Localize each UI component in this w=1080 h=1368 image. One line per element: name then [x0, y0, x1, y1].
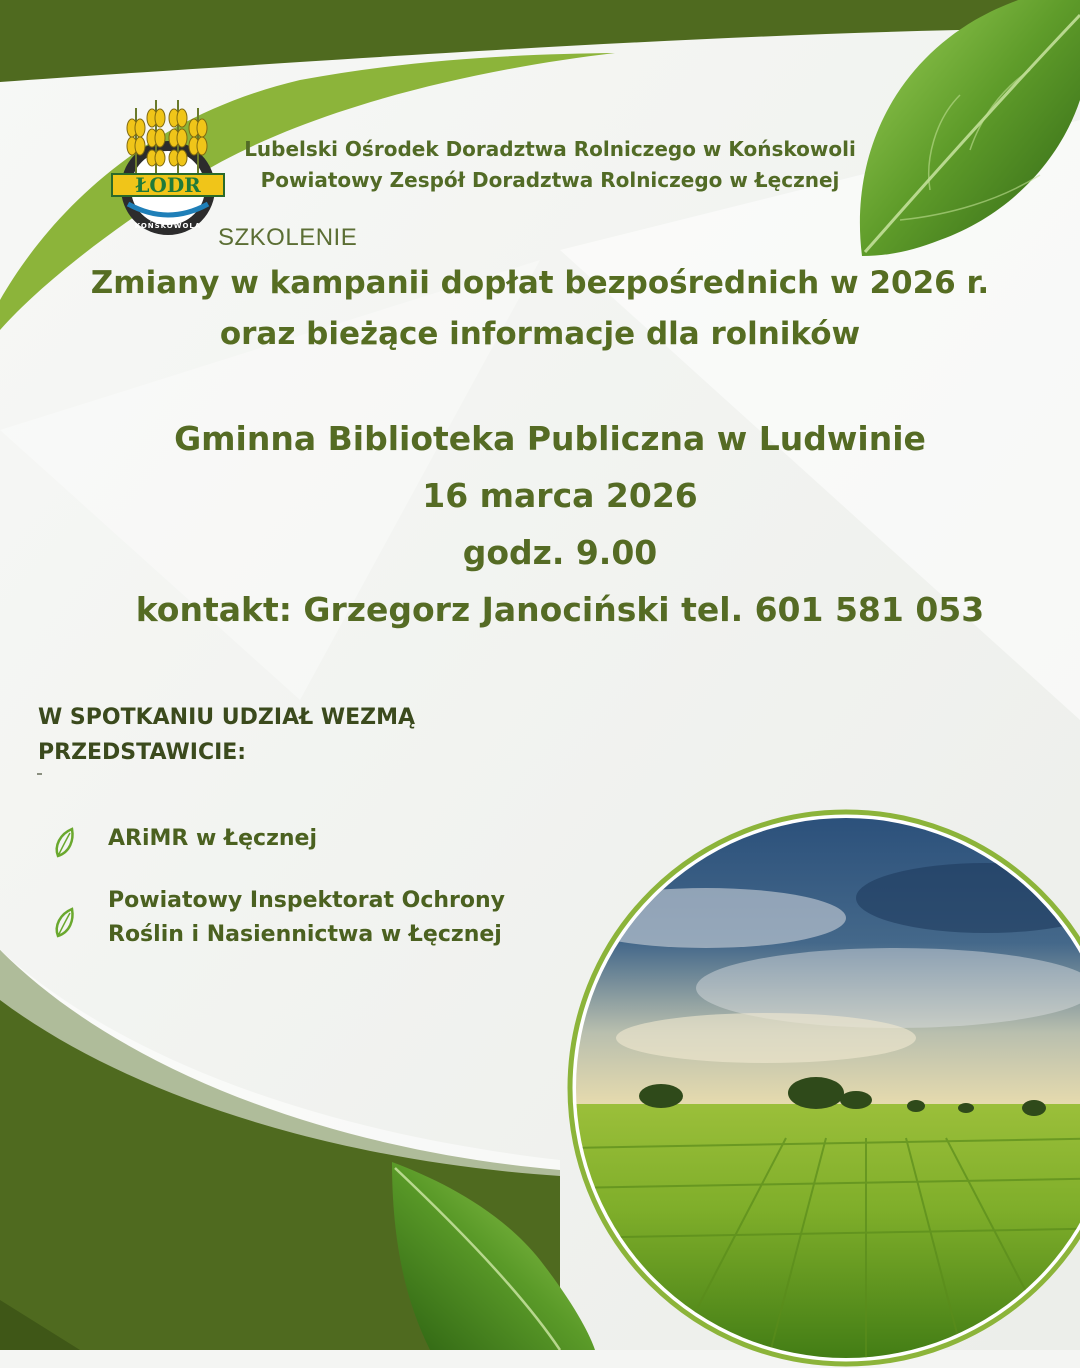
event-details [30, 410, 1080, 638]
event-time: godz. 9.00 [462, 533, 658, 572]
org-name-line2: Powiatowy Zespół Doradztwa Rolniczego w Łęcznej [260, 168, 840, 192]
participant-2-line2: Roślin i Nasiennictwa w Łęcznej [108, 922, 502, 947]
event-date: 16 marca 2026 [422, 476, 698, 515]
event-venue: Gminna Biblioteka Publiczna w Ludwinie [174, 419, 926, 458]
leaf-bullet-icon [52, 906, 78, 940]
wheat-logo-icon [106, 88, 230, 238]
participants-heading [38, 700, 415, 770]
leaf-bullet-icon [52, 826, 78, 860]
participants-heading-line1: W SPOTKANIU UDZIAŁ WEZMĄ [38, 705, 416, 730]
event-contact: kontakt: Grzegorz Janociński tel. 601 581 053 [135, 590, 985, 629]
list-item [108, 884, 505, 952]
organization-header [230, 134, 870, 196]
participants-heading-line2: PRZEDSTAWICIE: [38, 740, 247, 765]
title-line1: Zmiany w kampanii dopłat bezpośrednich w 2026 r. [90, 265, 990, 301]
list-item [108, 822, 317, 856]
logo-letters: ŁODR [135, 173, 201, 197]
logo-ring-text: KOŃSKOWOLA [134, 222, 202, 230]
participant-1-line1: ARiMR w Łęcznej [108, 826, 317, 851]
participant-2-line1: Powiatowy Inspektorat Ochrony [108, 888, 506, 913]
title-line2: oraz bieżące informacje dla rolników [219, 316, 861, 352]
page-title [20, 258, 1060, 360]
org-name-line1: Lubelski Ośrodek Doradztwa Rolniczego w Końskowoli [244, 137, 856, 161]
field-landscape-photo [566, 808, 1080, 1368]
decorative-mark [37, 773, 42, 775]
event-type-label: SZKOLENIE [218, 224, 358, 251]
